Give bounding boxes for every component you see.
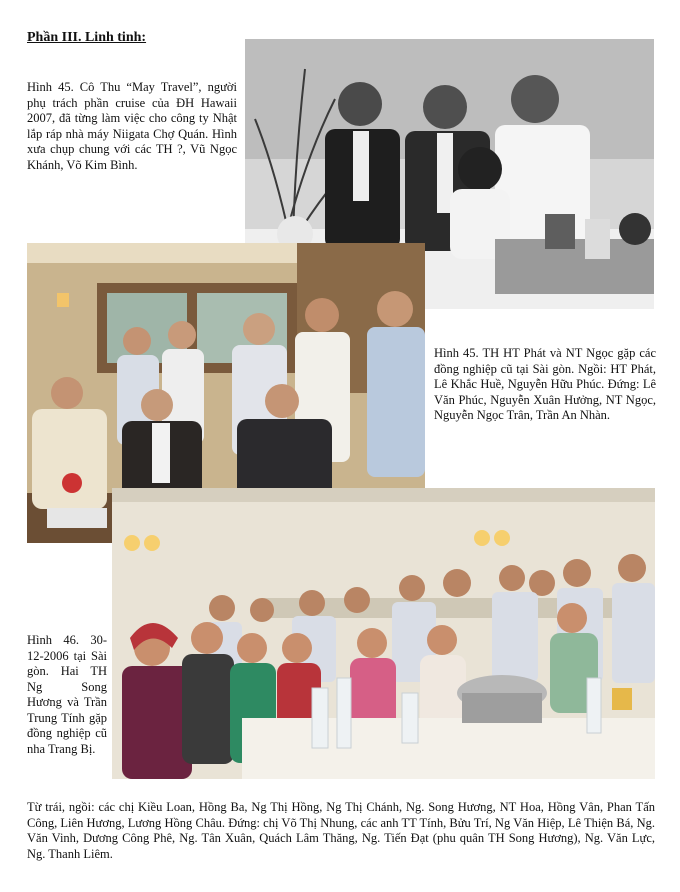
section-heading: Phần III. Linh tinh: [27,30,147,45]
photo-banquet-trang-bi [112,488,655,779]
caption-figure-45-may-travel: Hình 45. Cô Thu “May Travel”, người phụ trách phần cruise của ĐH Hawaii 2007, đã từng làm việc cho công ty Nhật lắp ráp nhà máy Niigata Chợ Quán. Hình xưa chụp chung với các TH ?, Vũ Ngọc Khánh, Võ Kim Bình. [27,80,237,172]
caption-figure-46: Hình 46. 30-12-2006 tại Sài gòn. Hai TH Ng Song Hương và Trần Trung Tính gặp đồng nghiệp cũ nha Trang Bị. [27,633,107,756]
caption-figure-46-names: Từ trái, ngồi: các chị Kiều Loan, Hồng Ba, Ng Thị Hồng, Ng Thị Chánh, Ng. Song Hương, NT Hoa, Hồng Vân, Phan Tấn Công, Liên Hương, Lương Hồng Châu. Đứng: chị Võ Thị Nhung, các anh TT Tính, Bửu Trí, Ng Văn Hiệp, Lê Thiện Bá, Ng. Văn Vinh, Dương Công Phê, Ng. Tân Xuân, Quách Lâm Thăng, Ng. Tiến Đạt (phu quân TH Song Hương), Ng. Văn Lực, Ng. Thanh Liêm. [27,800,655,861]
caption-figure-45-colleagues: Hình 45. TH HT Phát và NT Ngọc gặp các đồng nghiệp cũ tại Sài gòn. Ngồi: HT Phát, Lê Khắc Huề, Nguyễn Hữu Phúc. Đứng: Lê Văn Phúc, Nguyễn Xuân Hưởng, NT Ngọc, Nguyễn Ngọc Trân, Trần An Nhàn. [434,346,656,422]
